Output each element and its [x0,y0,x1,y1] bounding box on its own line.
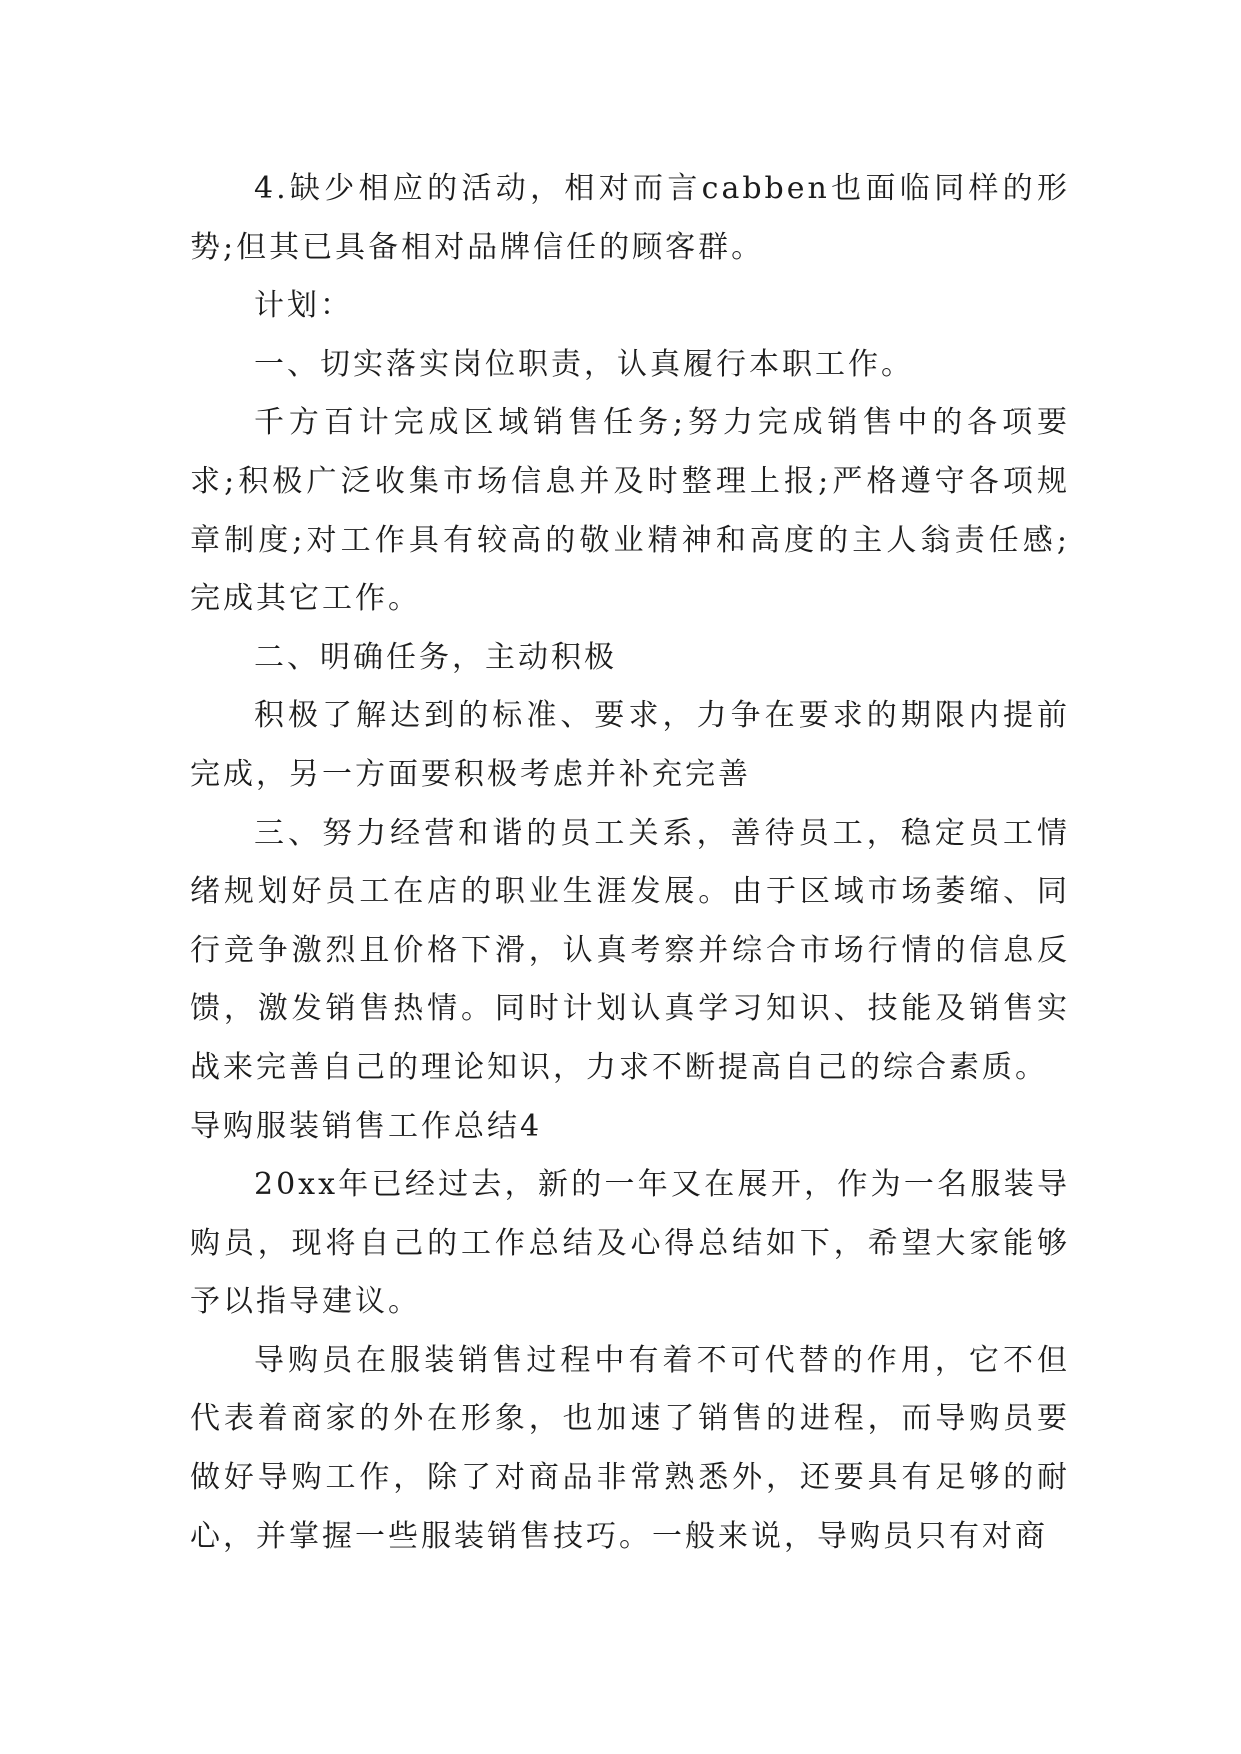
document-page [190,160,1070,1566]
plan-item-1-body: 千方百计完成区域销售任务;努力完成销售中的各项要求;积极广泛收集市场信息并及时整理上报;严格遵守各项规章制度;对工作具有较高的敬业精神和高度的主人翁责任感;完成其它工作。 [190,405,1070,617]
plan-item-2-heading: 二、明确任务，主动积极 [254,639,617,675]
plan-item-1-heading: 一、切实落实岗位职责，认真履行本职工作。 [254,346,914,382]
summary-intro-paragraph: 20xx年已经过去，新的一年又在展开，作为一名服装导购员，现将自己的工作总结及心得总结如下，希望大家能够予以指导建议。 [190,1167,1070,1320]
plan-label: 计划： [254,288,353,324]
section-title: 导购服装销售工作总结4 [190,1108,543,1144]
plan-item-2-body: 积极了解达到的标准、要求，力争在要求的期限内提前完成，另一方面要积极考虑并补充完善 [190,698,1070,792]
paragraph-activity-shortage: 4.缺少相应的活动，相对而言cabben也面临同样的形势;但其已具备相对品牌信任的顾客群。 [190,171,1070,265]
plan-item-3-body: 三、努力经营和谐的员工关系，善待员工，稳定员工情绪规划好员工在店的职业生涯发展。由于区域市场萎缩、同行竞争激烈且价格下滑，认真考察并综合市场行情的信息反馈，激发销售热情。同时计划认真学习知识、技能及销售实战来完善自己的理论知识，力求不断提高自己的综合素质。 [190,815,1070,1085]
summary-role-paragraph: 导购员在服装销售过程中有着不可代替的作用，它不但代表着商家的外在形象，也加速了销售的进程，而导购员要做好导购工作，除了对商品非常熟悉外，还要具有足够的耐心，并掌握一些服装销售技巧。一般来说，导购员只有对商 [190,1342,1070,1554]
